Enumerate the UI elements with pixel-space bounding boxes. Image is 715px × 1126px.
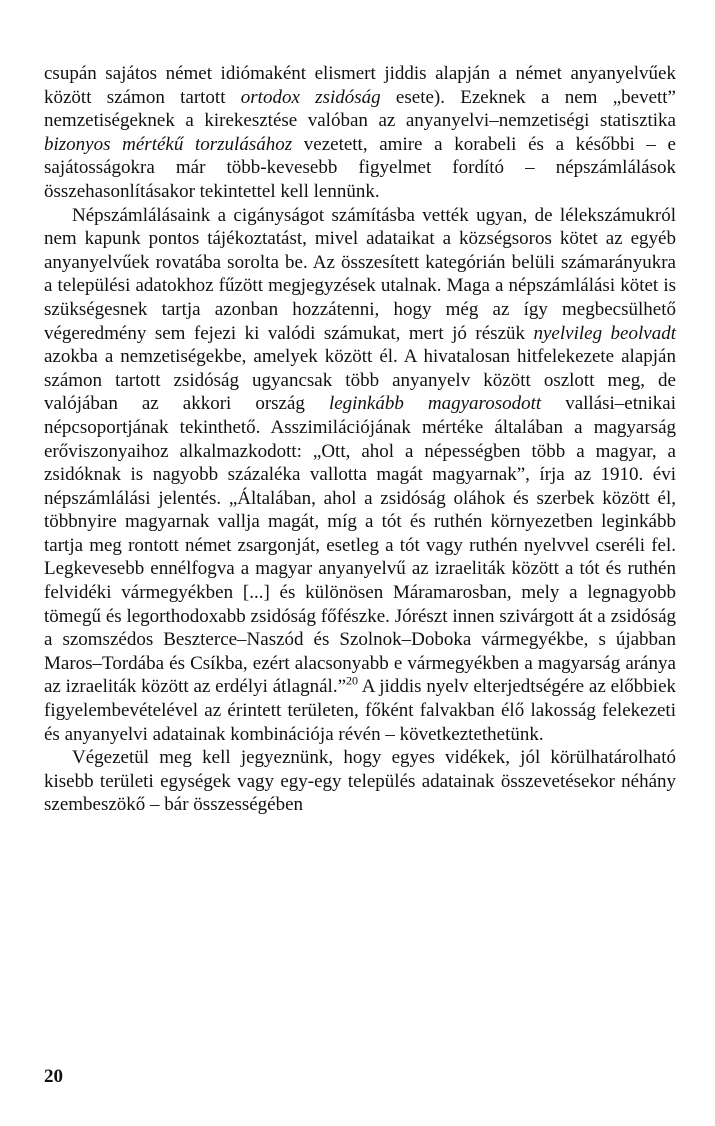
footnote-marker: 20	[346, 674, 359, 689]
italic-phrase: bizonyos mértékű torzulásához	[44, 133, 293, 155]
text-run: azokba a nemzetiségekbe, amelyek között él. A hivatalosan hitfelekezete alapján számon tartott zsidóság ugyancsak több anyanyelv között oszlott meg, de valójában az akkori ország	[44, 346, 676, 415]
paragraph	[44, 62, 676, 204]
text-run: vallási–etnikai népcsoportjának tekinthető. Asszimilációjának mértéke általában a magyarság erőviszonyaihoz alkalmazkodott: „Ott, ahol a népességben több a magyar, a zsidóknak is nagyobb százaléka vallotta magát magyarnak”, írja az 1910. évi népszámlálási jelentés. „Általában, ahol a zsidóság oláhok és szerbek között él, többnyire magyarnak vallja magát, míg a tót és ruthén környezetben leginkább tartja meg rontott német zsargonját, esetleg a tót vagy ruthén nyelvvel cseréli fel. Legkevesebb ennélfogva a magyar anyanyelvű az izraeliták között a tót és ruthén felvidéki vármegyékben [...] és különösen Máramarosban, mely a legnagyobb tömegű és legorthodoxabb zsidóság főfészke. Jórészt innen szivárgott át a zsidóság a szomszédos Beszterce–Naszód és Szolnok–Doboka vármegyékbe, s újabban Maros–Tordába és Csíkba, ezért alacsonyabb e vármegyékben a magyarság aránya az izraeliták között az erdélyi átlagnál.”	[44, 393, 677, 698]
italic-phrase: nyelvileg beolvadt	[533, 322, 676, 344]
text-run: esete). Ezeknek a nem „bevett” nemzetiségeknek a kirekesztése valóban az anyanyelvi–nemzetiségi statisztika	[44, 86, 676, 132]
text-run: Népszámlálásaink a cigányságot számításba vették ugyan, de lélekszámukról nem kapunk pontos tájékoztatást, mivel adataikat a községsoros kötet az egyéb anyanyelvűek rovatába sorolta be. Az összesített kategórián belüli számarányukra a települési adatokhoz fűzött megjegyzések utalnak. Maga a népszámlálási kötet is szükségesnek tartja azonban hozzátenni, hogy még az így megbecsülhető végeredmény sem fejezi ki valódi számukat, mert jó részük	[44, 204, 676, 344]
paragraph	[44, 204, 676, 747]
text-run: vezetett, amire a korabeli és a későbbi – e sajátosságokra már több-kevesebb figyelmet fordító – népszámlálások összehasonlításakor tekintettel kell lennünk.	[44, 133, 676, 202]
body-text	[44, 62, 676, 817]
page-number: 20	[44, 1066, 63, 1087]
italic-phrase: ortodox zsidóság	[240, 86, 381, 108]
text-run: A jiddis nyelv elterjedtségére az előbbiek figyelembevételével az érintett területen, főként falvakban élő lakosság felekezeti és anyanyelvi adatainak kombinációja révén – következtethetünk.	[44, 676, 677, 745]
paragraph	[44, 746, 676, 817]
italic-phrase: leginkább magyarosodott	[328, 393, 542, 415]
text-run: csupán sajátos német idiómaként elismert jiddis alapján a német anyanyelvűek között számon tartott	[44, 63, 676, 108]
text-run: Végezetül meg kell jegyeznünk, hogy egyes vidékek, jól körülhatárolható kisebb területi egységek vagy egy-egy település adatainak összevetésekor néhány szembeszökő – bár összességében	[44, 747, 676, 816]
